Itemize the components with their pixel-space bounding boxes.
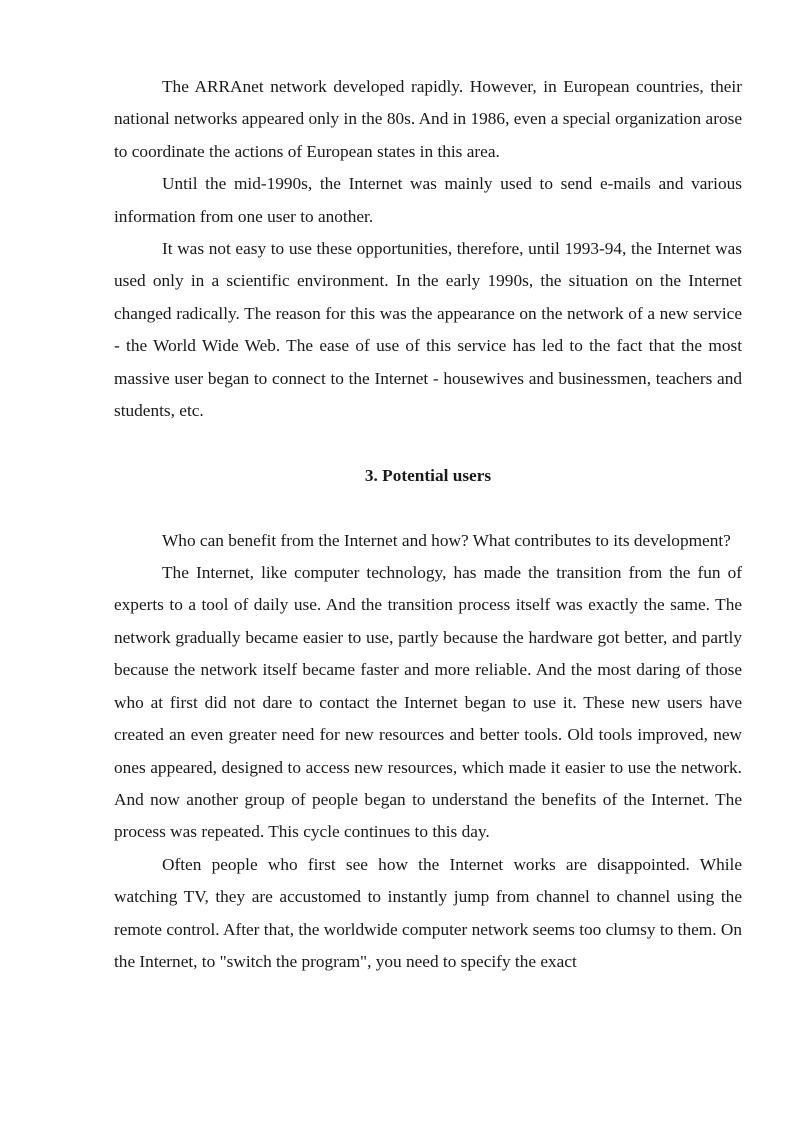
paragraph-arranet: The ARRAnet network developed rapidly. However, in European countries, their national networks appeared only in the 80s. And in 1986, even a special organization arose to coordinate the actions of European states in this area. <box>114 77 742 161</box>
paragraph-mid-1990s: Until the mid-1990s, the Internet was mainly used to send e-mails and various information from one user to another. <box>114 174 742 226</box>
paragraph-transition: The Internet, like computer technology, has made the transition from the fun of experts to a tool of daily use. And the transition process itself was exactly the same. The network gradually became easier to use, partly because the hardware got better, and partly because the network itself became faster and more reliable. And the most daring of those who at first did not dare to contact the Internet began to use it. These new users have created an even greater need for new resources and better tools. Old tools improved, new ones appeared, designed to access new resources, which made it easier to use the network. And now another group of people began to understand the benefits of the Internet. The process was repeated. This cycle continues to this day. <box>114 563 742 842</box>
document-page <box>114 71 742 978</box>
section-heading: 3. Potential users <box>364 465 492 485</box>
spacer-before-heading <box>114 427 742 459</box>
paragraph-world-wide-web: It was not easy to use these opportunities, therefore, until 1993-94, the Internet was used only in a scientific environment. In the early 1990s, the situation on the Internet changed radically. The reason for this was the appearance on the network of a new service - the World Wide Web. The ease of use of this service has led to the fact that the most massive user began to connect to the Internet - housewives and businessmen, teachers and students, etc. <box>114 239 742 421</box>
paragraph-disappointed: Often people who first see how the Internet works are disappointed. While watching TV, they are accustomed to instantly jump from channel to channel using the remote control. After that, the worldwide computer network seems too clumsy to them. On the Internet, to "switch the program", you need to specify the exact <box>114 854 742 971</box>
paragraph-who-can-benefit: Who can benefit from the Internet and how? What contributes to its development? <box>162 530 731 550</box>
spacer-after-heading <box>114 492 742 524</box>
